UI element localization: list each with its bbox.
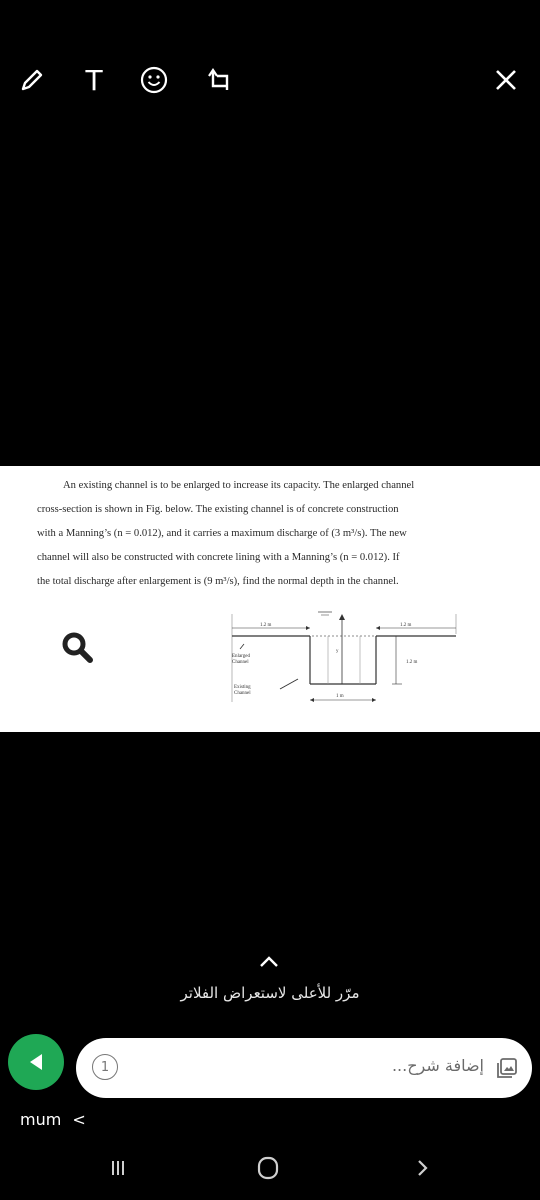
back-icon[interactable] — [392, 1150, 452, 1186]
paragraph-line: An existing channel is to be enlarged to increase its capacity. The enlarged channel — [63, 480, 415, 491]
caption-input[interactable] — [76, 1038, 532, 1098]
depth-label: y — [336, 649, 339, 654]
paragraph-line: channel will also be constructed with concrete lining with a Manning’s (n = 0.012). If — [37, 552, 400, 563]
emoji-icon[interactable] — [136, 62, 172, 98]
text-tool-glyph: T — [85, 63, 103, 97]
channel-cross-section-figure — [220, 602, 470, 720]
send-icon — [24, 1050, 48, 1074]
text-icon[interactable] — [76, 62, 112, 98]
bottom-width-label: 1 m — [336, 694, 344, 699]
document-image — [0, 466, 540, 732]
recipient-chip[interactable] — [20, 1110, 86, 1129]
send-button[interactable] — [8, 1034, 64, 1090]
recent-apps-icon[interactable] — [88, 1150, 148, 1186]
view-once-icon[interactable] — [92, 1054, 118, 1080]
filters-hint: مرّر للأعلى لاستعراض الفلاتر — [180, 984, 360, 1002]
paragraph-line: cross-section is shown in Fig. below. The existing channel is of concrete construction — [37, 504, 399, 515]
enlarged-label-2: Channel — [232, 660, 249, 665]
problem-paragraph — [37, 474, 505, 594]
pencil-icon[interactable] — [14, 62, 50, 98]
right-width-label: 1.2 m — [400, 623, 412, 628]
search-icon[interactable] — [60, 630, 96, 671]
crop-rotate-icon[interactable] — [202, 62, 238, 98]
right-height-label: 1.2 m — [406, 660, 418, 665]
gallery-icon[interactable] — [496, 1057, 518, 1083]
recipient-name: mum — [20, 1110, 62, 1129]
existing-label-2: Channel — [234, 691, 251, 696]
caption-placeholder: إضافة شرح... — [391, 1056, 484, 1075]
close-icon[interactable] — [488, 62, 524, 98]
paragraph-line: the total discharge after enlargement is (9 m³/s), find the normal depth in the channel. — [37, 576, 399, 587]
enlarged-label-1: Enlarged — [232, 654, 250, 659]
left-width-label: 1.2 m — [260, 623, 272, 628]
existing-label-1: Existing — [234, 685, 251, 690]
view-once-glyph: 1 — [100, 1059, 110, 1075]
chevron-up-icon — [258, 954, 280, 973]
chevron-right-icon: < — [72, 1110, 86, 1129]
home-icon[interactable] — [238, 1150, 298, 1186]
paragraph-line: with a Manning’s (n = 0.012), and it carries a maximum discharge of (3 m³/s). The new — [37, 528, 407, 539]
